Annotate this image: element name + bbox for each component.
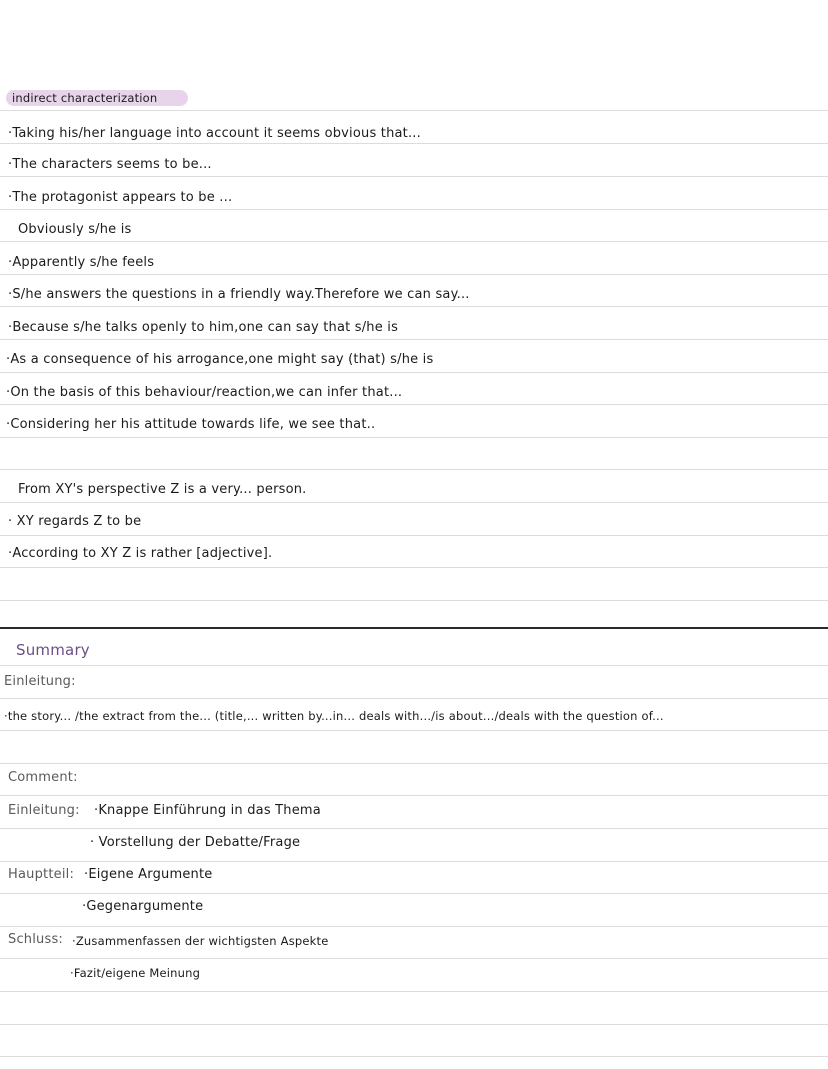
ruled-line bbox=[0, 209, 828, 210]
ruled-line bbox=[0, 567, 828, 568]
ruled-line bbox=[0, 958, 828, 959]
ruled-line bbox=[0, 730, 828, 731]
summary-title: Summary bbox=[16, 641, 90, 659]
comment-schluss-label: Schluss: bbox=[8, 932, 64, 947]
ruled-line bbox=[0, 665, 828, 666]
ruled-line bbox=[0, 404, 828, 405]
ruled-line bbox=[0, 698, 828, 699]
list-item: ·The protagonist appears to be ... bbox=[8, 190, 233, 205]
ruled-line bbox=[0, 828, 828, 829]
list-item: Obviously s/he is bbox=[18, 222, 132, 237]
section-divider bbox=[0, 627, 828, 629]
comment-hauptteil-item: ·Gegenargumente bbox=[82, 899, 204, 914]
ruled-line bbox=[0, 926, 828, 927]
comment-einleitung-item: ·Knappe Einführung in das Thema bbox=[94, 803, 321, 818]
ruled-line bbox=[0, 110, 828, 111]
ruled-line bbox=[0, 176, 828, 177]
comment-schluss-item: ·Zusammenfassen der wichtigsten Aspekte bbox=[72, 934, 329, 948]
ruled-line bbox=[0, 600, 828, 601]
ruled-line bbox=[0, 795, 828, 796]
summary-einleitung-text: ·the story... /the extract from the... (title,... written by...in... deals with.../is about.../deals with the question of... bbox=[4, 709, 664, 723]
ruled-line bbox=[0, 1024, 828, 1025]
ruled-line bbox=[0, 763, 828, 764]
ruled-line bbox=[0, 469, 828, 470]
ruled-line bbox=[0, 535, 828, 536]
list-item: ·S/he answers the questions in a friendly way.Therefore we can say... bbox=[8, 287, 470, 302]
ruled-line bbox=[0, 437, 828, 438]
comment-einleitung-item: · Vorstellung der Debatte/Frage bbox=[90, 835, 301, 850]
ruled-line bbox=[0, 339, 828, 340]
ruled-line bbox=[0, 861, 828, 862]
ruled-line bbox=[0, 306, 828, 307]
ruled-line bbox=[0, 372, 828, 373]
list-item: ·Taking his/her language into account it seems obvious that... bbox=[8, 126, 421, 141]
list-item: ·Because s/he talks openly to him,one can say that s/he is bbox=[8, 320, 399, 335]
comment-title: Comment: bbox=[8, 770, 78, 785]
comment-hauptteil-item: ·Eigene Argumente bbox=[84, 867, 213, 882]
ruled-line bbox=[0, 893, 828, 894]
list-item: ·As a consequence of his arrogance,one might say (that) s/he is bbox=[6, 352, 434, 367]
list-item: ·On the basis of this behaviour/reaction,we can infer that... bbox=[6, 385, 403, 400]
list-item: ·The characters seems to be... bbox=[8, 157, 212, 172]
list-item: ·According to XY Z is rather [adjective]. bbox=[8, 546, 273, 561]
comment-einleitung-label: Einleitung: bbox=[8, 803, 80, 818]
summary-einleitung-label: Einleitung: bbox=[4, 674, 76, 689]
comment-schluss-item: ·Fazit/eigene Meinung bbox=[70, 966, 201, 980]
ruled-line bbox=[0, 143, 828, 144]
ruled-line bbox=[0, 502, 828, 503]
ruled-line bbox=[0, 1056, 828, 1057]
ruled-line bbox=[0, 991, 828, 992]
list-item: From XY's perspective Z is a very... person. bbox=[18, 482, 307, 497]
ruled-line bbox=[0, 241, 828, 242]
list-item: ·Apparently s/he feels bbox=[8, 255, 155, 270]
ruled-line bbox=[0, 274, 828, 275]
list-item: ·Considering her his attitude towards life, we see that.. bbox=[6, 417, 376, 432]
comment-hauptteil-label: Hauptteil: bbox=[8, 867, 75, 882]
list-item: · XY regards Z to be bbox=[8, 514, 142, 529]
section-title: indirect characterization bbox=[12, 91, 158, 105]
